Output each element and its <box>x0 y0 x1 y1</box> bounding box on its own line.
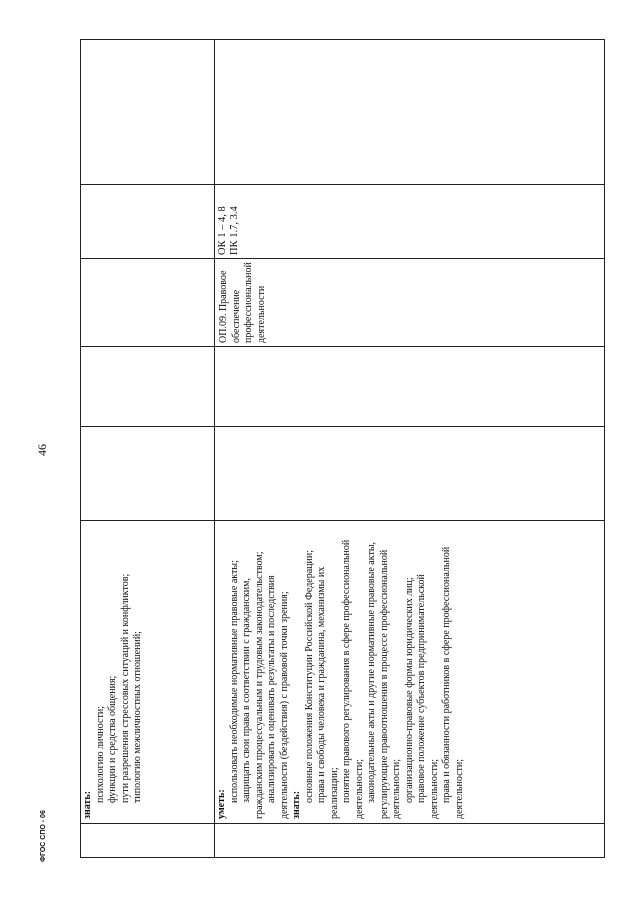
curriculum-table <box>80 39 605 858</box>
skill-line: использовать необходимые нормативные правовые акты; <box>228 560 240 803</box>
competency-cell <box>215 185 605 259</box>
knowledge-line: права и обязанности работников в сфере профессиональной деятельности; <box>441 546 465 819</box>
umet-heading: уметь: <box>216 789 227 819</box>
knowledge-cell-new <box>215 521 605 824</box>
hours-max-cell <box>81 427 215 521</box>
knowledge-line: основные положения Конституции Российской Федерации; <box>303 549 315 803</box>
knowledge-line: правовое положение субъектов предпринимательской деятельности; <box>416 574 440 819</box>
discipline-cell <box>215 259 605 347</box>
knowledge-line: психологию личности; <box>94 706 106 803</box>
footer-code: ФГОС СПО - 06 <box>40 810 47 862</box>
index-cell <box>215 824 605 858</box>
knowledge-cell-previous <box>81 521 215 824</box>
znat-heading: знать: <box>82 790 93 819</box>
table-row <box>81 40 215 858</box>
skill-line: защищать свои права в соответствии с гражданским, гражданским процессуальным и трудовым законодательством; <box>241 551 265 819</box>
extra-cell <box>81 40 215 185</box>
znat-heading: знать: <box>291 790 302 819</box>
index-cell <box>81 824 215 858</box>
professional-competencies: ПК 1.7, 3.4 <box>229 206 240 255</box>
discipline-name: ОП.09. Правовое обеспечение профессиональной деятельности <box>218 262 267 343</box>
hours-max-cell <box>215 427 605 521</box>
hours-class-cell <box>215 347 605 427</box>
rotated-table-area <box>80 40 605 858</box>
table-wrapper <box>80 40 605 858</box>
knowledge-line: понятие правового регулирования в сфере профессиональной деятельности; <box>341 539 365 819</box>
competency-cell <box>81 185 215 259</box>
knowledge-line: типологию межличностных отношений; <box>132 631 143 803</box>
knowledge-line: законодательные акты и другие нормативные правовые акты, регулирующие правоотношения в процессе профессиональной деятельности; <box>366 541 402 819</box>
knowledge-line: функции и средства общения; <box>107 675 118 803</box>
knowledge-line: пути разрешения стрессовых ситуаций и конфликтов; <box>119 573 131 803</box>
knowledge-line: права и свободы человека и гражданина, механизмы их реализации; <box>316 566 340 819</box>
table-row <box>215 40 605 858</box>
discipline-cell <box>81 259 215 347</box>
extra-cell <box>215 40 605 185</box>
knowledge-line: организационно-правовые формы юридических лиц; <box>403 577 415 803</box>
page-number: 46 <box>35 444 49 456</box>
general-competencies: ОК 1 – 4, 8 <box>217 206 228 255</box>
hours-class-cell <box>81 347 215 427</box>
skill-line: анализировать и оценивать результаты и последствия деятельности (бездействия) с правовой точки зрения; <box>266 575 290 819</box>
